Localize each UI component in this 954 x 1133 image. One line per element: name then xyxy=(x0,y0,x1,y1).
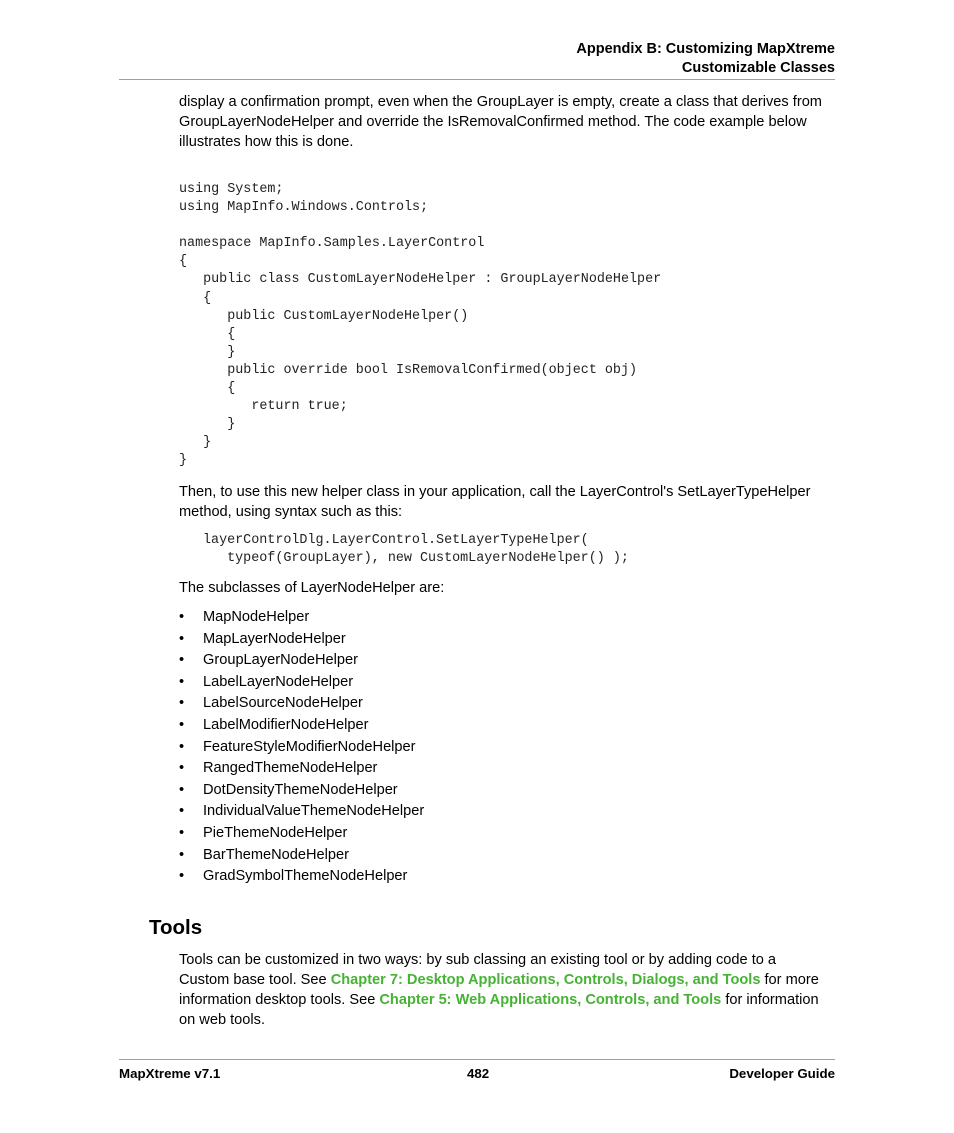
code-line: layerControlDlg.LayerControl.SetLayerTypeHelper( xyxy=(203,533,589,548)
code-block-class xyxy=(179,181,661,471)
code-line: } xyxy=(179,344,236,360)
code-line: } xyxy=(179,417,236,433)
code-block-call xyxy=(203,532,629,568)
subclass-item: • MapNodeHelper xyxy=(179,607,424,629)
code-line: { xyxy=(179,326,236,342)
subclass-item: • PieThemeNodeHelper xyxy=(179,823,424,845)
header-chapter: Appendix B: Customizing MapXtreme xyxy=(576,41,835,57)
code-line: public override bool IsRemovalConfirmed(object obj) xyxy=(179,362,638,378)
then-line: Then, to use this new helper class in your application, call the LayerControl's SetLayerTypeHelper xyxy=(179,484,811,500)
tools-text: for information xyxy=(721,992,819,1008)
subclass-item: • LabelSourceNodeHelper xyxy=(179,693,424,715)
header-rule xyxy=(119,79,835,80)
tools-line xyxy=(179,990,839,1010)
tools-line: Tools can be customized in two ways: by sub classing an existing tool or by adding code to a xyxy=(179,952,777,968)
intro-line: GroupLayerNodeHelper and override the IsRemovalConfirmed method. The code example below xyxy=(179,114,807,130)
code-line: { xyxy=(179,290,212,306)
code-line: public CustomLayerNodeHelper() xyxy=(179,308,469,324)
subclass-item: • GroupLayerNodeHelper xyxy=(179,650,424,672)
subclass-item: • LabelLayerNodeHelper xyxy=(179,672,424,694)
subclass-item: • MapLayerNodeHelper xyxy=(179,629,424,651)
tools-heading: Tools xyxy=(149,916,203,939)
then-paragraph xyxy=(179,482,839,522)
tools-text: Custom base tool. See xyxy=(179,972,331,988)
subclass-item: • GradSymbolThemeNodeHelper xyxy=(179,866,424,888)
code-line: return true; xyxy=(179,399,348,415)
header-section: Customizable Classes xyxy=(681,60,835,76)
subclass-item: • IndividualValueThemeNodeHelper xyxy=(179,801,424,823)
chapter-5-link[interactable]: Chapter 5: Web Applications, Controls, and Tools xyxy=(379,992,722,1008)
footer-guide: Developer Guide xyxy=(729,1066,835,1081)
intro-line: display a confirmation prompt, even when the GroupLayer is empty, create a class that derives from xyxy=(179,94,822,110)
footer-rule xyxy=(119,1059,835,1060)
tools-line xyxy=(179,970,839,990)
then-line: method, using syntax such as this: xyxy=(179,504,403,520)
tools-text: information desktop tools. See xyxy=(179,992,380,1008)
subclass-item: • DotDensityThemeNodeHelper xyxy=(179,780,424,802)
subclass-item: • LabelModifierNodeHelper xyxy=(179,715,424,737)
code-line: typeof(GroupLayer), new CustomLayerNodeHelper() ); xyxy=(203,551,629,567)
code-line xyxy=(179,217,661,235)
intro-line: illustrates how this is done. xyxy=(179,134,354,150)
code-line: } xyxy=(179,435,212,451)
code-line: using System; xyxy=(179,182,284,197)
code-line: { xyxy=(179,254,188,270)
code-line: } xyxy=(179,453,188,469)
subclass-item: • RangedThemeNodeHelper xyxy=(179,758,424,780)
subclasses-intro: The subclasses of LayerNodeHelper are: xyxy=(179,580,445,596)
subclass-item: • BarThemeNodeHelper xyxy=(179,845,424,867)
code-line: { xyxy=(179,381,236,397)
subclass-list xyxy=(179,607,424,888)
page-number: 482 xyxy=(467,1066,490,1081)
tools-paragraph xyxy=(179,950,839,1030)
subclass-item: • FeatureStyleModifierNodeHelper xyxy=(179,737,424,759)
code-line: namespace MapInfo.Samples.LayerControl xyxy=(179,236,485,252)
running-header xyxy=(576,40,835,78)
footer-product: MapXtreme v7.1 xyxy=(119,1066,221,1081)
tools-line: on web tools. xyxy=(179,1012,265,1028)
code-line: public class CustomLayerNodeHelper : GroupLayerNodeHelper xyxy=(179,272,662,288)
chapter-7-link[interactable]: Chapter 7: Desktop Applications, Controls, Dialogs, and Tools xyxy=(330,972,761,988)
intro-paragraph xyxy=(179,92,839,152)
tools-text: for more xyxy=(760,972,819,988)
code-line: using MapInfo.Windows.Controls; xyxy=(179,200,429,216)
